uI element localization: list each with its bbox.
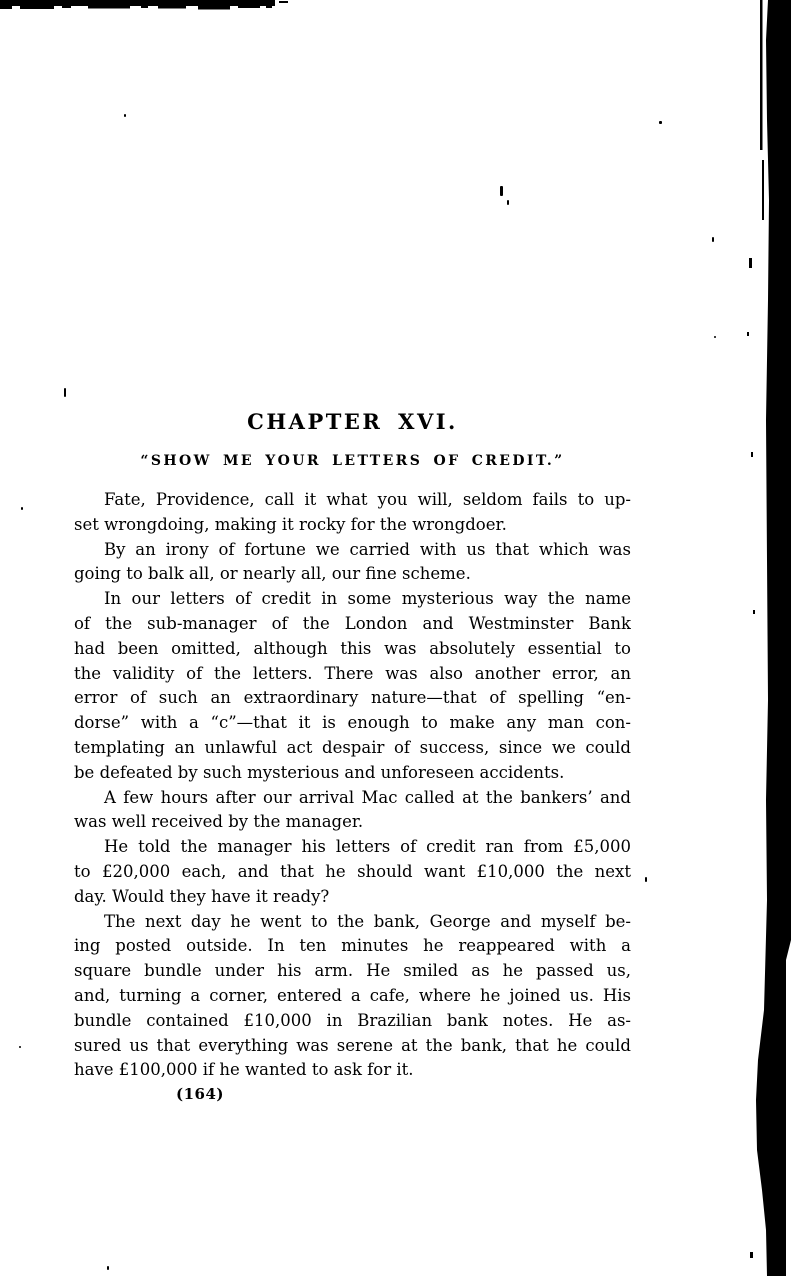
ink-speck [645,877,647,882]
text-line: the validity of the letters. There was also another error, an [74,663,631,683]
ink-speck [659,121,662,124]
ink-speck [507,200,509,205]
ink-speck [64,388,66,397]
paragraph [74,910,631,1084]
text-line: By an irony of fortune we carried with us that which was [104,539,631,559]
text-line: error of such an extraordinary nature—that of spelling “en- [74,688,631,708]
paragraph [74,538,631,588]
scan-artifact-top-bar [0,0,300,14]
text-line: had been omitted, although this was absolutely essential to [74,638,631,658]
text-line: set wrongdoing, making it rocky for the wrongdoer. [74,514,507,534]
body-text [74,488,631,1083]
text-line: to £20,000 each, and that he should want £10,000 the next [74,861,631,881]
text-line: bundle contained £10,000 in Brazilian bank notes. He as- [74,1010,631,1030]
paragraph [74,488,631,538]
ink-speck [124,114,126,117]
ink-speck [19,1046,21,1048]
ink-speck [500,186,503,196]
text-line: of the sub-manager of the London and Westminster Bank [74,613,631,633]
text-line: day. Would they have it ready? [74,886,330,906]
paragraph [74,587,631,785]
text-line: dorse” with a “c”—that it is enough to make any man con- [74,713,631,733]
text-line: Fate, Providence, call it what you will, seldom fails to up- [104,490,631,509]
chapter-title: CHAPTER XVI. [247,409,458,434]
paragraph [74,835,631,909]
text-line: was well received by the manager. [74,812,364,832]
ink-speck [21,507,23,510]
text-line: He told the manager his letters of credit ran from £5,000 [104,837,631,857]
text-line: have £100,000 if he wanted to ask for it. [74,1060,414,1080]
text-line: The next day he went to the bank, George and myself be- [104,911,631,931]
text-line: and, turning a corner, entered a cafe, where he joined us. His [74,985,631,1005]
ink-speck [107,1266,109,1270]
ink-speck [712,237,714,242]
text-line: square bundle under his arm. He smiled as he passed us, [74,961,631,981]
paragraph [74,786,631,836]
ink-speck [714,336,716,338]
text-line: A few hours after our arrival Mac called at the bankers’ and [104,787,631,807]
text-line: In our letters of credit in some mysterious way the name [104,589,631,609]
chapter-subtitle: “SHOW ME YOUR LETTERS OF CREDIT.” [140,453,565,469]
text-line: templating an unlawful act despair of success, since we could [74,737,631,757]
text-line: ing posted outside. In ten minutes he reappeared with a [74,936,631,956]
text-line: sured us that everything was serene at the bank, that he could [74,1035,631,1055]
text-line: be defeated by such mysterious and unforeseen accidents. [74,762,565,782]
page-number: (164) [176,1085,225,1103]
text-line: going to balk all, or nearly all, our fine scheme. [74,564,471,584]
scan-artifact-right-edge-band [740,0,791,1276]
